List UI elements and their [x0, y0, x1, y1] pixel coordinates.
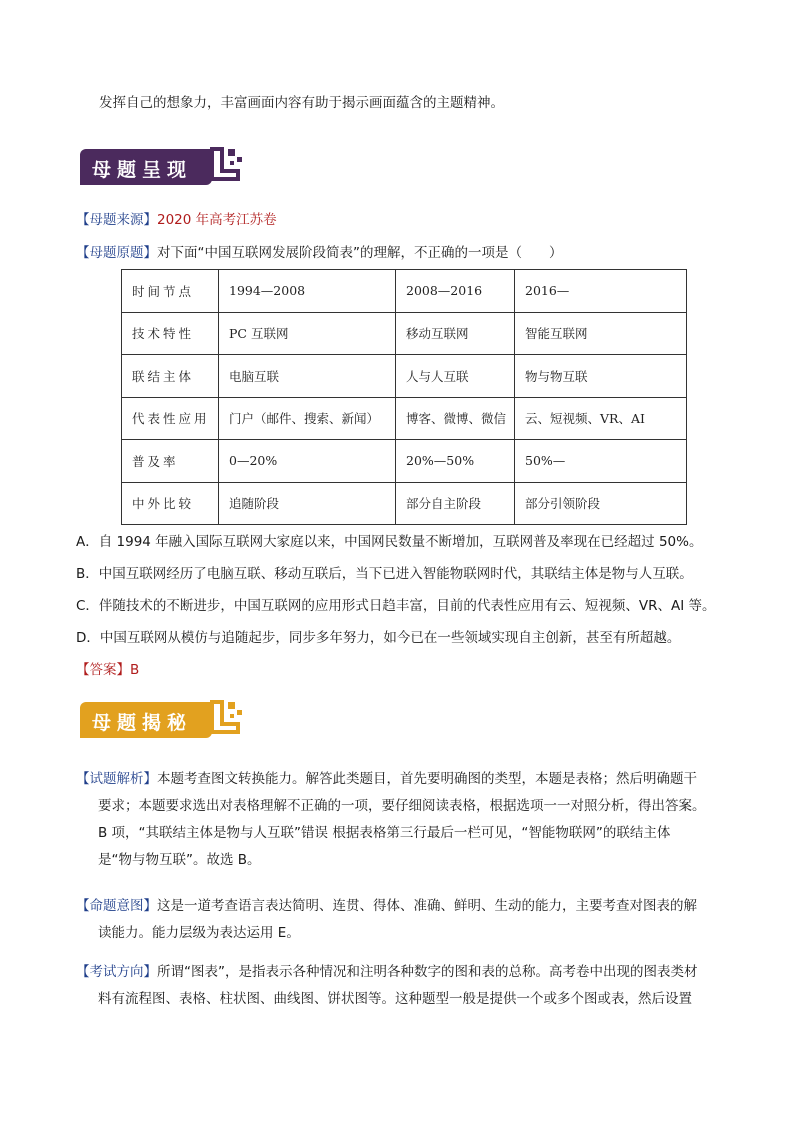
table-row-header: 中外比较 [122, 482, 219, 525]
answer-line [76, 660, 139, 680]
table-cell: 20%—50% [396, 440, 515, 483]
option-c: C．伴随技术的不断进步，中国互联网的应用形式日趋丰富，目前的代表性应用有云、短视频、VR、AI 等。 [76, 598, 716, 614]
source-line [76, 210, 277, 230]
section-banner-presentation [80, 145, 260, 193]
intent-line: 读能力。能力层级为表达运用 E。 [98, 925, 300, 941]
table-row [122, 440, 687, 483]
analysis-line: 要求；本题要求选出对表格理解不正确的一项，要仔细阅读表格，根据选项一一对照分析，得出答案。 [98, 798, 706, 814]
question-label: 【母题原题】 [76, 245, 157, 261]
option-a: A．自 1994 年融入国际互联网大家庭以来，中国网民数量不断增加，互联网普及率现在已经超过 50%。 [76, 534, 703, 550]
direction-block [76, 959, 726, 1013]
table-cell: 移动互联网 [396, 312, 515, 355]
option-b: B．中国互联网经历了电脑互联、移动互联后，当下已进入智能物联网时代，其联结主体是物与人互联。 [76, 566, 693, 582]
question-text: 对下面“中国互联网发展阶段简表”的理解，不正确的一项是（ ） [157, 245, 563, 261]
answer-value: B [130, 662, 140, 678]
intro-line: 发挥自己的想象力，丰富画面内容有助于揭示画面蕴含的主题精神。 [99, 95, 504, 111]
banner-bar [80, 149, 212, 185]
intent-line: 这是一道考查语言表达简明、连贯、得体、准确、鲜明、生动的能力，主要考查对图表的解 [157, 898, 697, 914]
internet-stage-table [121, 269, 687, 525]
table-cell: 门户（邮件、搜索、新闻） [219, 397, 396, 440]
table-row [122, 397, 687, 440]
banner-bar [80, 702, 212, 738]
table-row-header: 技术特性 [122, 312, 219, 355]
analysis-block [76, 766, 726, 874]
intent-block [76, 893, 726, 947]
table-row-header: 代表性应用 [122, 397, 219, 440]
table-cell: 电脑互联 [219, 355, 396, 398]
table-row [122, 312, 687, 355]
analysis-line: B 项，“其联结主体是物与人互联”错误 根据表格第三行最后一栏可见，“智能物联网”的联结主体 [98, 825, 671, 841]
bracket-decoration-icon [208, 145, 246, 185]
table-cell: 部分引领阶段 [515, 482, 687, 525]
table-cell: 追随阶段 [219, 482, 396, 525]
intent-label: 【命题意图】 [76, 898, 157, 914]
analysis-line: 是“物与物互联”。故选 B。 [98, 852, 261, 868]
table-row-header: 时间节点 [122, 270, 219, 313]
table-row [122, 355, 687, 398]
bracket-decoration-icon [208, 698, 246, 738]
source-value: 2020 年高考江苏卷 [157, 212, 277, 228]
direction-line: 所谓“图表”，是指表示各种情况和注明各种数字的图和表的总称。高考卷中出现的图表类材 [157, 964, 698, 980]
analysis-label: 【试题解析】 [76, 771, 157, 787]
table-cell: 智能互联网 [515, 312, 687, 355]
table-cell: 2008—2016 [396, 270, 515, 313]
table-cell: PC 互联网 [219, 312, 396, 355]
banner-title: 母题揭秘 [92, 712, 193, 734]
source-label: 【母题来源】 [76, 212, 157, 228]
analysis-line: 本题考查图文转换能力。解答此类题目，首先要明确图的类型，本题是表格；然后明确题干 [157, 771, 697, 787]
option-d: D．中国互联网从模仿与追随起步，同步多年努力，如今已在一些领域实现自主创新，甚至有所超越。 [76, 630, 681, 646]
table-cell: 50%— [515, 440, 687, 483]
direction-line: 料有流程图、表格、柱状图、曲线图、饼状图等。这种题型一般是提供一个或多个图或表，然后设置 [98, 991, 692, 1007]
section-banner-revealed [80, 698, 260, 746]
table-row [122, 482, 687, 525]
banner-title: 母题呈现 [92, 159, 193, 181]
table-row-header: 联结主体 [122, 355, 219, 398]
table-cell: 人与人互联 [396, 355, 515, 398]
table-row-header: 普及率 [122, 440, 219, 483]
table-cell: 0—20% [219, 440, 396, 483]
table-cell: 物与物互联 [515, 355, 687, 398]
table-cell: 2016— [515, 270, 687, 313]
table-row [122, 270, 687, 313]
table-cell: 云、短视频、VR、AI [515, 397, 687, 440]
table-cell: 博客、微博、微信 [396, 397, 515, 440]
table-cell: 1994—2008 [219, 270, 396, 313]
table-cell: 部分自主阶段 [396, 482, 515, 525]
direction-label: 【考试方向】 [76, 964, 157, 980]
answer-label: 【答案】 [76, 662, 130, 678]
question-line [76, 243, 563, 263]
